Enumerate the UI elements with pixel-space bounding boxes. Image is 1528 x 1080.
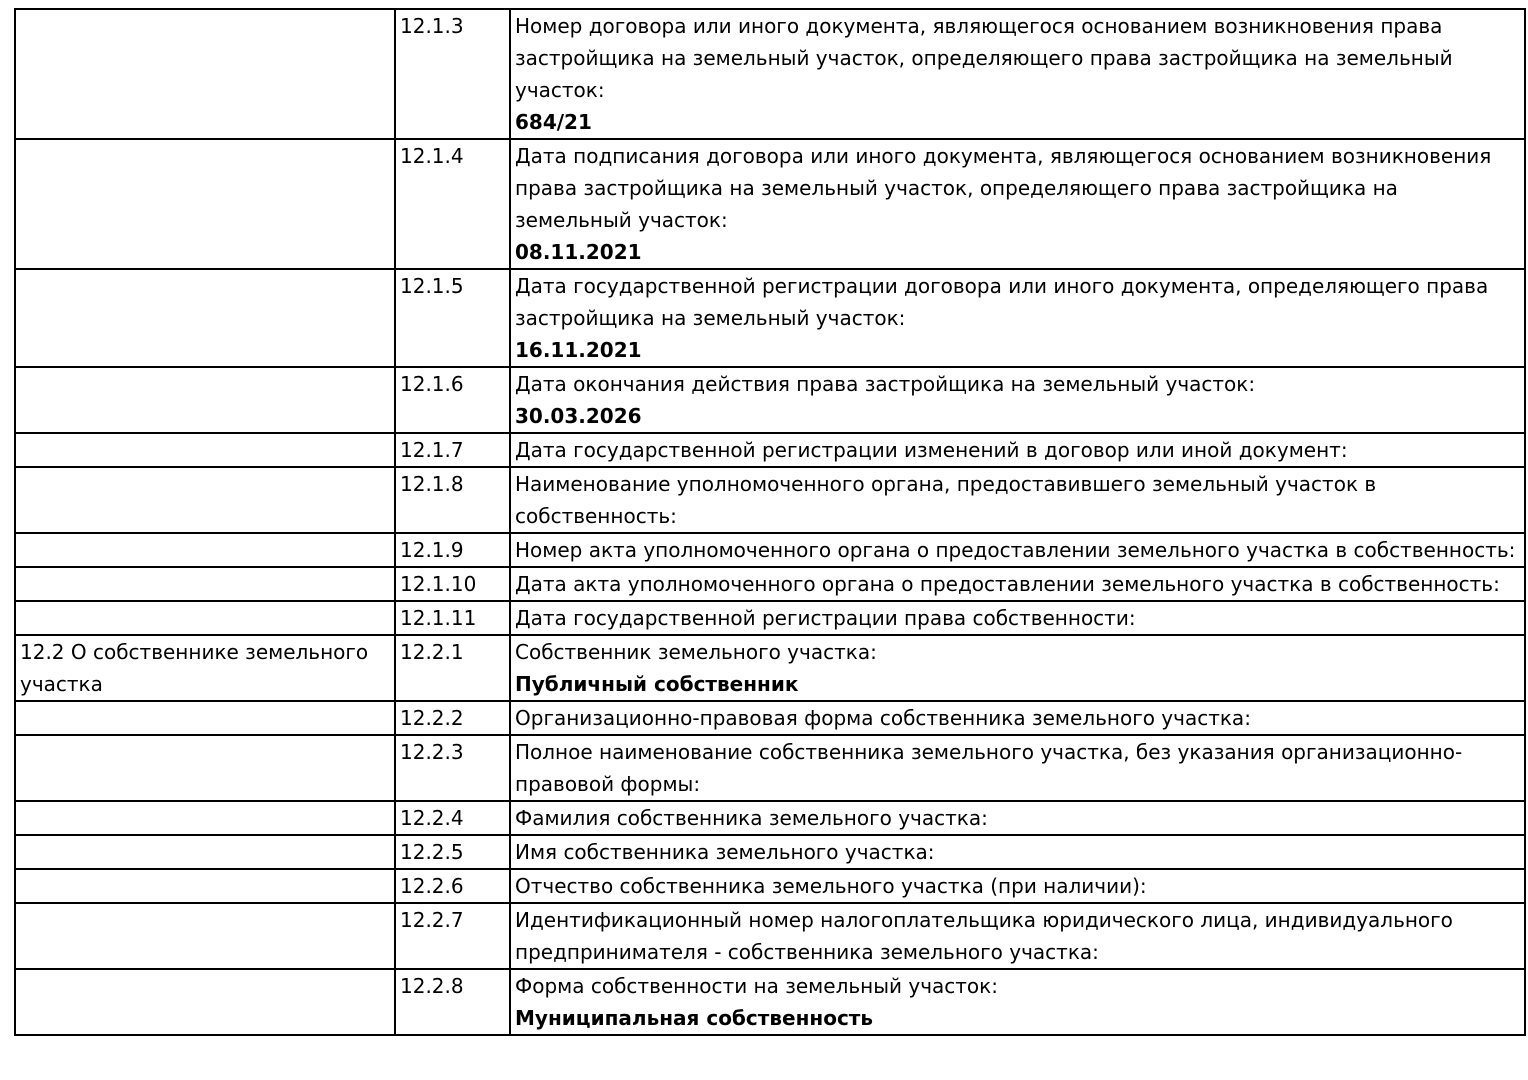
section-cell bbox=[15, 533, 395, 567]
item-number: 12.1.10 bbox=[400, 572, 477, 596]
table-row bbox=[15, 801, 1525, 835]
item-description-cell bbox=[510, 433, 1525, 467]
field-label: Отчество собственника земельного участка (при наличии): bbox=[515, 874, 1147, 898]
field-label: Дата государственной регистрации договора или иного документа, определяющего права застройщика на земельный участок: bbox=[515, 274, 1489, 330]
field-label: Организационно-правовая форма собственника земельного участка: bbox=[515, 706, 1251, 730]
field-label: Наименование уполномоченного органа, предоставившего земельный участок в собственность: bbox=[515, 472, 1377, 528]
field-label: Дата подписания договора или иного документа, являющегося основанием возникновения права застройщика на земельный участок, определяющего права застройщика на земельный участок: bbox=[515, 144, 1492, 232]
item-description-cell bbox=[510, 869, 1525, 903]
field-label: Дата акта уполномоченного органа о предоставлении земельного участка в собственность: bbox=[515, 572, 1500, 596]
section-cell bbox=[15, 701, 395, 735]
item-number: 12.1.8 bbox=[400, 472, 464, 496]
table-row bbox=[15, 701, 1525, 735]
field-value: 30.03.2026 bbox=[515, 404, 642, 428]
field-label: Дата окончания действия права застройщика на земельный участок: bbox=[515, 372, 1256, 396]
section-cell bbox=[15, 367, 395, 433]
item-number: 12.2.5 bbox=[400, 840, 464, 864]
table-row bbox=[15, 269, 1525, 367]
field-value: 08.11.2021 bbox=[515, 240, 642, 264]
item-number-cell bbox=[395, 969, 510, 1035]
section-cell bbox=[15, 903, 395, 969]
item-number: 12.2.7 bbox=[400, 908, 464, 932]
item-number-cell bbox=[395, 367, 510, 433]
section-cell bbox=[15, 433, 395, 467]
item-description-cell bbox=[510, 969, 1525, 1035]
section-cell bbox=[15, 269, 395, 367]
item-number-cell bbox=[395, 9, 510, 139]
declaration-table bbox=[14, 8, 1526, 1036]
item-number-cell bbox=[395, 601, 510, 635]
table-row bbox=[15, 835, 1525, 869]
item-number-cell bbox=[395, 801, 510, 835]
item-number: 12.2.3 bbox=[400, 740, 464, 764]
section-cell bbox=[15, 9, 395, 139]
table-row bbox=[15, 601, 1525, 635]
field-label: Полное наименование собственника земельного участка, без указания организационно-правовой формы: bbox=[515, 740, 1463, 796]
field-label: Идентификационный номер налогоплательщика юридического лица, индивидуального предпринимателя - собственника земельного участка: bbox=[515, 908, 1453, 964]
table-row bbox=[15, 467, 1525, 533]
table-row bbox=[15, 567, 1525, 601]
item-number: 12.2.4 bbox=[400, 806, 464, 830]
item-description-cell bbox=[510, 367, 1525, 433]
field-label: Номер акта уполномоченного органа о предоставлении земельного участка в собственность: bbox=[515, 538, 1516, 562]
item-number: 12.1.9 bbox=[400, 538, 464, 562]
item-number-cell bbox=[395, 269, 510, 367]
section-cell bbox=[15, 567, 395, 601]
item-description-cell bbox=[510, 801, 1525, 835]
table-row bbox=[15, 635, 1525, 701]
table-row bbox=[15, 969, 1525, 1035]
section-cell bbox=[15, 801, 395, 835]
section-cell bbox=[15, 969, 395, 1035]
table-row bbox=[15, 139, 1525, 269]
item-description-cell bbox=[510, 601, 1525, 635]
section-label: 12.2 О собственнике земельного участка bbox=[20, 640, 369, 696]
field-label: Фамилия собственника земельного участка: bbox=[515, 806, 988, 830]
table-row bbox=[15, 735, 1525, 801]
field-value: Муниципальная собственность bbox=[515, 1006, 874, 1030]
item-number-cell bbox=[395, 433, 510, 467]
field-value: 16.11.2021 bbox=[515, 338, 642, 362]
section-cell bbox=[15, 735, 395, 801]
section-cell bbox=[15, 601, 395, 635]
item-number-cell bbox=[395, 467, 510, 533]
item-description-cell bbox=[510, 835, 1525, 869]
item-description-cell bbox=[510, 9, 1525, 139]
item-number: 12.2.6 bbox=[400, 874, 464, 898]
item-number: 12.2.1 bbox=[400, 640, 464, 664]
table-row bbox=[15, 903, 1525, 969]
table-row bbox=[15, 367, 1525, 433]
field-label: Форма собственности на земельный участок: bbox=[515, 974, 998, 998]
item-description-cell bbox=[510, 139, 1525, 269]
table-row bbox=[15, 869, 1525, 903]
field-value: 684/21 bbox=[515, 110, 592, 134]
table-row bbox=[15, 9, 1525, 139]
item-number-cell bbox=[395, 701, 510, 735]
item-description-cell bbox=[510, 533, 1525, 567]
field-label: Дата государственной регистрации права собственности: bbox=[515, 606, 1136, 630]
item-description-cell bbox=[510, 735, 1525, 801]
section-cell bbox=[15, 139, 395, 269]
item-number-cell bbox=[395, 735, 510, 801]
field-label: Имя собственника земельного участка: bbox=[515, 840, 935, 864]
item-number-cell bbox=[395, 635, 510, 701]
section-cell bbox=[15, 869, 395, 903]
item-number: 12.2.8 bbox=[400, 974, 464, 998]
field-label: Дата государственной регистрации изменений в договор или иной документ: bbox=[515, 438, 1348, 462]
item-number: 12.1.3 bbox=[400, 14, 464, 38]
field-label: Собственник земельного участка: bbox=[515, 640, 877, 664]
item-number-cell bbox=[395, 869, 510, 903]
item-description-cell bbox=[510, 635, 1525, 701]
item-number-cell bbox=[395, 903, 510, 969]
table-row bbox=[15, 433, 1525, 467]
section-cell bbox=[15, 635, 395, 701]
table-row bbox=[15, 533, 1525, 567]
field-label: Номер договора или иного документа, являющегося основанием возникновения права застройщика на земельный участок, определяющего права застройщика на земельный участок: bbox=[515, 14, 1453, 102]
item-number-cell bbox=[395, 533, 510, 567]
item-number-cell bbox=[395, 567, 510, 601]
section-cell bbox=[15, 467, 395, 533]
field-value: Публичный собственник bbox=[515, 672, 799, 696]
item-number: 12.1.6 bbox=[400, 372, 464, 396]
table-body bbox=[15, 9, 1525, 1035]
item-number: 12.2.2 bbox=[400, 706, 464, 730]
item-number-cell bbox=[395, 835, 510, 869]
item-number: 12.1.11 bbox=[400, 606, 477, 630]
item-description-cell bbox=[510, 701, 1525, 735]
item-number: 12.1.4 bbox=[400, 144, 464, 168]
item-description-cell bbox=[510, 467, 1525, 533]
item-number-cell bbox=[395, 139, 510, 269]
item-number: 12.1.5 bbox=[400, 274, 464, 298]
item-description-cell bbox=[510, 567, 1525, 601]
section-cell bbox=[15, 835, 395, 869]
item-description-cell bbox=[510, 903, 1525, 969]
item-description-cell bbox=[510, 269, 1525, 367]
item-number: 12.1.7 bbox=[400, 438, 464, 462]
